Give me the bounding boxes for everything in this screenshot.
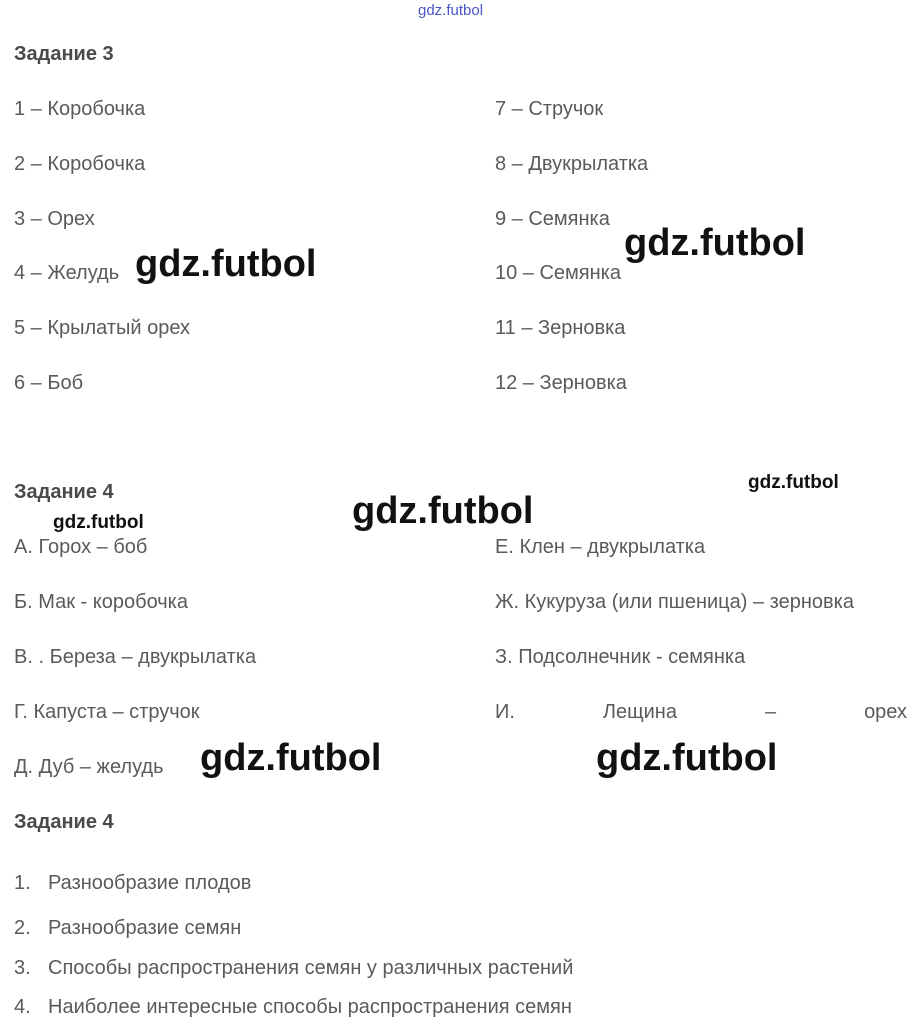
task4-second-heading: Задание 4 — [14, 811, 114, 833]
task4-left-item-a: А. Горох – боб — [14, 536, 148, 558]
task3-left-item-1: 1 – Коробочка — [14, 98, 146, 120]
task4-left-item-v: В. . Береза – двукрылатка — [14, 646, 257, 668]
task3-left-item-6: 6 – Боб — [14, 372, 84, 394]
item-i-fruit: орех — [864, 701, 907, 723]
task3-left-item-3: 3 – Орех — [14, 208, 95, 230]
item-i-name: Лещина — [602, 701, 677, 723]
task4-left-item-d: Д. Дуб – желудь — [14, 756, 164, 778]
item-i-dash: – — [764, 701, 777, 723]
task3-heading: Задание 3 — [14, 43, 114, 65]
list-item-number: 2. — [14, 917, 31, 939]
watermark: gdz.futbol — [352, 490, 534, 532]
task3-right-item-9: 9 – Семянка — [495, 208, 610, 230]
task3-left-item-2: 2 – Коробочка — [14, 153, 146, 175]
task3-right-item-12: 12 – Зерновка — [495, 372, 627, 394]
task3-right-item-8: 8 – Двукрылатка — [495, 153, 649, 175]
list-item — [14, 917, 241, 940]
task3-right-item-11: 11 – Зерновка — [495, 317, 626, 339]
task4-right-item-z: З. Подсолнечник - семянка — [495, 646, 746, 668]
watermark: gdz.futbol — [135, 243, 317, 285]
list-item-text: Разнообразие плодов — [48, 872, 252, 894]
task3-left-item-4: 4 – Желудь — [14, 262, 120, 284]
task4-left-item-b: Б. Мак - коробочка — [14, 591, 188, 613]
list-item-text: Наиболее интересные способы распространения семян — [48, 996, 572, 1018]
watermark: gdz.futbol — [53, 512, 144, 533]
list-item — [14, 872, 251, 895]
task4-right-item-zh: Ж. Кукуруза (или пшеница) – зерновка — [495, 591, 854, 613]
list-item-number: 3. — [14, 957, 31, 979]
task3-left-item-5: 5 – Крылатый орех — [14, 317, 191, 339]
watermark: gdz.futbol — [596, 737, 778, 779]
task4-right-item-e: Е. Клен – двукрылатка — [495, 536, 706, 558]
task4-right-item-i — [495, 701, 907, 724]
list-item-text: Разнообразие семян — [48, 917, 242, 939]
task3-right-item-10: 10 – Семянка — [495, 262, 621, 284]
top-site-link[interactable]: gdz.futbol — [418, 2, 484, 19]
list-item-number: 1. — [14, 872, 31, 894]
item-i-letter: И. — [495, 701, 515, 723]
list-item-text: Способы распространения семян у различных растений — [48, 957, 574, 979]
list-item-number: 4. — [14, 996, 31, 1018]
watermark: gdz.futbol — [748, 472, 839, 493]
task4-left-item-g: Г. Капуста – стручок — [14, 701, 200, 723]
watermark: gdz.futbol — [624, 222, 806, 264]
task4-heading: Задание 4 — [14, 481, 114, 503]
watermark: gdz.futbol — [200, 737, 382, 779]
task3-right-item-7: 7 – Стручок — [495, 98, 604, 120]
list-item — [14, 996, 572, 1019]
list-item — [14, 957, 573, 980]
